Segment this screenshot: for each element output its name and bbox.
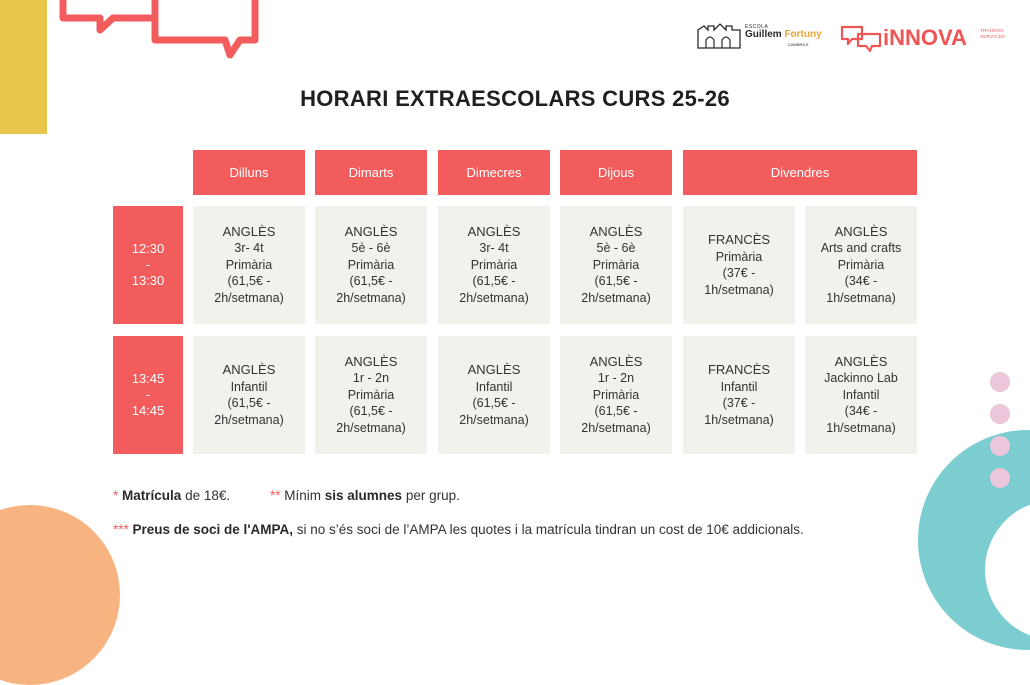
cell-detail: 1h/setmana): [826, 420, 896, 435]
escola-label: ESCOLA: [745, 24, 769, 30]
day-header-dimarts: Dimarts: [315, 150, 427, 195]
time-separator: -: [145, 387, 151, 402]
cell-detail: (61,5€ -: [227, 274, 271, 289]
cell-detail: Infantil: [842, 387, 880, 402]
cell-detail: 1h/setmana): [704, 412, 774, 427]
schedule-cell: [315, 206, 427, 324]
note-bold: Preus de soci de l'AMPA,: [128, 522, 294, 537]
schedule-cell: [193, 206, 305, 324]
schedule-cell: [683, 206, 795, 324]
time-start: 12:30: [131, 241, 165, 256]
cell-subject: ANGLÈS: [344, 223, 398, 239]
cell-subject: ANGLÈS: [589, 223, 643, 239]
cell-detail: 1r - 2n: [597, 371, 635, 386]
note-matricula: [113, 488, 230, 503]
innova-logo: [840, 24, 1010, 54]
note-bold: sis alumnes: [324, 488, 403, 503]
schedule-cell: [315, 336, 427, 454]
note-star: ***: [113, 522, 129, 537]
castle-icon: [696, 22, 742, 50]
schedule-cell: [805, 336, 917, 454]
cell-detail: 2h/setmana): [581, 290, 651, 305]
time-slot-2: [113, 336, 183, 454]
escola-name-part2: Fortuny: [784, 29, 822, 40]
pink-dot-decoration: [990, 436, 1010, 456]
cell-detail: Arts and crafts: [820, 241, 902, 256]
yellow-decoration-bar: [0, 0, 47, 134]
cell-detail: (61,5€ -: [594, 274, 638, 289]
note-text: de 18€.: [181, 488, 231, 503]
cell-detail: Primària: [715, 249, 763, 264]
schedule-cell: [438, 336, 550, 454]
time-slot-1: [113, 206, 183, 324]
day-header-divendres: Divendres: [683, 150, 917, 195]
cell-detail: 2h/setmana): [336, 290, 406, 305]
cell-subject: ANGLÈS: [344, 353, 398, 369]
innova-sub-line1: TRAINING: [980, 28, 1004, 33]
note-bold: Matrícula: [122, 488, 182, 503]
cell-detail: 1h/setmana): [826, 290, 896, 305]
cell-subject: ANGLÈS: [222, 223, 276, 239]
schedule-cell: [560, 336, 672, 454]
cell-detail: 2h/setmana): [459, 412, 529, 427]
escola-name-part1: Guillem: [745, 29, 785, 40]
note-star: **: [270, 488, 281, 503]
cell-subject: ANGLÈS: [467, 223, 521, 239]
cell-detail: 2h/setmana): [459, 290, 529, 305]
pink-dot-decoration: [990, 468, 1010, 488]
escola-guillem-fortuny-logo: [696, 20, 826, 54]
note-minim: [270, 488, 460, 503]
schedule-cell: [193, 336, 305, 454]
cell-subject: ANGLÈS: [834, 353, 888, 369]
note-star: *: [113, 488, 119, 503]
note-text: si no s’és soci de l’AMPA les quotes i la matrícula tindran un cost de 10€ addicionals.: [293, 522, 804, 537]
time-start: 13:45: [131, 371, 165, 386]
escola-name: [745, 29, 822, 40]
cell-detail: 1r - 2n: [352, 371, 390, 386]
cell-detail: 5è - 6è: [596, 241, 636, 256]
note-text: per grup.: [402, 488, 460, 503]
cell-detail: (34€ -: [844, 274, 878, 289]
page-title: HORARI EXTRAESCOLARS CURS 25-26: [300, 86, 730, 111]
cell-detail: 2h/setmana): [336, 420, 406, 435]
note-text: Mínim: [280, 488, 325, 503]
cell-detail: 2h/setmana): [581, 420, 651, 435]
cell-detail: (61,5€ -: [349, 404, 393, 419]
cell-subject: ANGLÈS: [834, 223, 888, 239]
cell-detail: Infantil: [230, 379, 268, 394]
time-end: 13:30: [131, 273, 165, 288]
cell-detail: (61,5€ -: [472, 274, 516, 289]
schedule-cell: [805, 206, 917, 324]
cell-subject: ANGLÈS: [589, 353, 643, 369]
cell-detail: (34€ -: [844, 404, 878, 419]
day-header-dilluns: Dilluns: [193, 150, 305, 195]
pink-dot-decoration: [990, 372, 1010, 392]
cell-detail: Primària: [470, 257, 518, 272]
cell-detail: 2h/setmana): [214, 412, 284, 427]
cell-detail: Primària: [347, 387, 395, 402]
cell-subject: FRANCÈS: [707, 362, 771, 377]
cell-detail: (61,5€ -: [594, 404, 638, 419]
speech-bubbles-decoration-icon: [55, 0, 275, 70]
cell-detail: Primària: [592, 387, 640, 402]
schedule-cell: [560, 206, 672, 324]
cell-detail: Primària: [837, 257, 885, 272]
cell-detail: Infantil: [720, 379, 758, 394]
innova-sub-line2: SERVICES: [980, 34, 1006, 39]
cell-detail: (37€ -: [722, 266, 756, 280]
escola-subtitle: CAMBRILS: [788, 42, 809, 47]
cell-detail: 3r- 4t: [234, 241, 264, 256]
cell-detail: (61,5€ -: [472, 396, 516, 410]
cell-detail: Primària: [225, 257, 273, 272]
day-header-dijous: Dijous: [560, 150, 672, 195]
cell-subject: ANGLÈS: [222, 362, 276, 377]
schedule-cell: [683, 336, 795, 454]
cell-detail: 2h/setmana): [214, 290, 284, 305]
cell-subject: ANGLÈS: [467, 362, 521, 377]
innova-bubbles-icon: [840, 24, 882, 52]
cell-detail: (61,5€ -: [227, 396, 271, 410]
orange-circle-decoration: [0, 505, 120, 685]
innova-name: iNNOVA: [883, 25, 967, 50]
cell-detail: Jackinno Lab: [824, 371, 898, 386]
day-header-dimecres: Dimecres: [438, 150, 550, 195]
time-end: 14:45: [131, 403, 165, 418]
pink-dot-decoration: [990, 404, 1010, 424]
cell-detail: Infantil: [475, 379, 513, 394]
innova-subtitle: [980, 28, 1005, 40]
cell-detail: Primària: [347, 257, 395, 272]
cell-detail: (61,5€ -: [349, 274, 393, 289]
cell-detail: (37€ -: [722, 396, 756, 410]
cell-subject: FRANCÈS: [707, 232, 771, 247]
cell-detail: Primària: [592, 257, 640, 272]
time-separator: -: [145, 257, 151, 272]
schedule-cell: [438, 206, 550, 324]
note-ampa: [113, 522, 804, 537]
cell-detail: 1h/setmana): [704, 282, 774, 297]
cell-detail: 5è - 6è: [351, 241, 391, 256]
cell-detail: 3r- 4t: [479, 241, 509, 256]
